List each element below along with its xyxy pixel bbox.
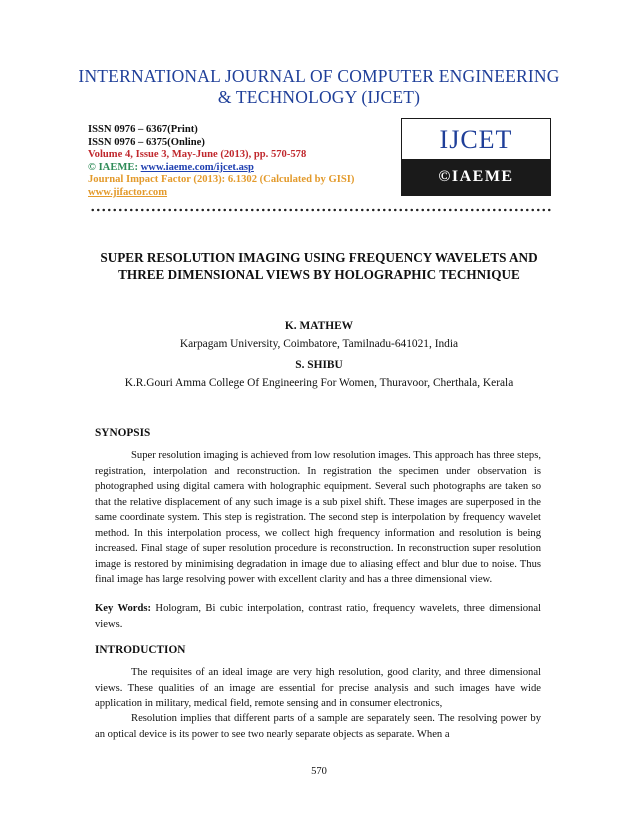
iaeme-link[interactable]: www.iaeme.com/ijcet.asp: [140, 161, 254, 173]
iaeme-label: © IAEME:: [88, 161, 141, 173]
journal-title-line2: & TECHNOLOGY (IJCET): [217, 87, 421, 107]
journal-title: [0, 66, 638, 108]
journal-meta: [88, 124, 354, 200]
iaeme-line: [88, 162, 354, 175]
impact-factor: Journal Impact Factor (2013): 6.1302 (Calculated by GISI): [88, 174, 355, 186]
volume-info: Volume 4, Issue 3, May-June (2013), pp. 570-578: [88, 149, 307, 161]
keywords-label: Key Words:: [95, 603, 152, 614]
logo-bottom-text: ©IAEME: [402, 159, 550, 195]
synopsis-text: Super resolution imaging is achieved from low resolution images. This approach has three steps, registration, interpolation and reconstruction. In registration the specimen under observation is photographed using digital camera with holographic equipment. Several such photographs are taken so that the relative displacement of any such image is a sub pixel shift. These images are superposed in the same coordinate system. This step is registration. The second step is interpolation by frequency wavelet method. In this interpolation process, we collect high frequency information and resolution is being increased. Final stage of super resolution procedure is reconstruction. In reconstruction super resolution image is restored by minimising degradation in image due to aliasing effect and blur due to noise. Thus final image has large resolving power with excellent clarity and has a three dimensional view.: [95, 450, 541, 585]
page-number: 570: [311, 766, 327, 777]
introduction-para-2: Resolution implies that different parts of a sample are separately seen. The resolving power by an optical device is its power to see two nearly separate objects as separate. When a: [95, 713, 541, 740]
introduction-heading: INTRODUCTION: [95, 644, 186, 656]
author-2-name: S. SHIBU: [295, 359, 343, 371]
logo-top-text: IJCET: [439, 125, 513, 154]
jifactor-link[interactable]: www.jifactor.com: [88, 186, 168, 198]
author-1-affiliation: Karpagam University, Coimbatore, Tamilnadu-641021, India: [179, 338, 459, 350]
dotted-divider: [90, 208, 552, 212]
synopsis-heading: SYNOPSIS: [95, 427, 151, 439]
ijcet-logo: [401, 118, 551, 196]
issn-print: ISSN 0976 – 6367(Print): [88, 124, 198, 135]
author-2-affiliation: K.R.Gouri Amma College Of Engineering For Women, Thuravoor, Cherthala, Kerala: [124, 377, 514, 389]
keywords-text: Hologram, Bi cubic interpolation, contrast ratio, frequency wavelets, three dimensional views.: [95, 603, 542, 630]
issn-online: ISSN 0976 – 6375(Online): [88, 136, 205, 148]
journal-title-line1: INTERNATIONAL JOURNAL OF COMPUTER ENGINEERING: [78, 66, 560, 86]
keywords: [95, 601, 541, 632]
author-1-name: K. MATHEW: [284, 320, 354, 332]
paper-title: SUPER RESOLUTION IMAGING USING FREQUENCY WAVELETS AND THREE DIMENSIONAL VIEWS BY HOLOGRAPHIC TECHNIQUE: [100, 250, 538, 282]
introduction-para-1: The requisites of an ideal image are very high resolution, good clarity, and three dimensional views. These qualities of an image are essential for precise analysis and such images have wide application in military, medical field, remote sensing and in consumer electronics,: [95, 667, 541, 709]
